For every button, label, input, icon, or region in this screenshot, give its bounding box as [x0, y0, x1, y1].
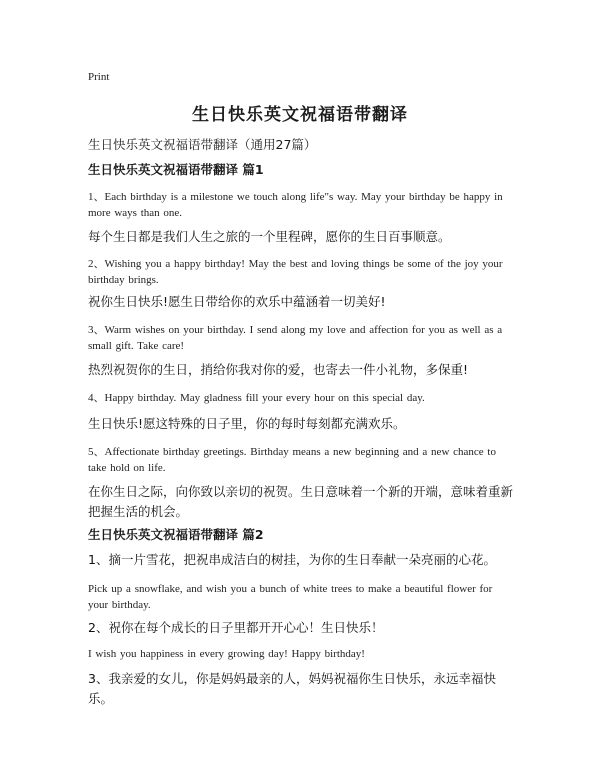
wish-4-chinese: 生日快乐!愿这特殊的日子里，你的每时每刻都充满欢乐。 — [88, 416, 406, 431]
wish-2-1-chinese: 1、摘一片雪花，把祝串成洁白的树挂，为你的生日奉献一朵亮丽的心花。 — [88, 552, 496, 567]
wish-4-english: 4、Happy birthday. May gladness fill your every hour on this special day. — [88, 392, 425, 404]
document-title: 生日快乐英文祝福语带翻译 — [192, 105, 408, 125]
wish-5-english: 5、Affectionate birthday greetings. Birthday means a new beginning and a new chance to take hold on life. — [88, 446, 496, 474]
wish-2-3-chinese: 3、我亲爱的女儿，你是妈妈最亲的人，妈妈祝福你生日快乐，永远幸福快乐。 — [88, 671, 496, 706]
wish-5-chinese: 在你生日之际，向你致以亲切的祝贺。生日意味着一个新的开端，意味着重新把握生活的机会。 — [88, 484, 514, 519]
wish-2-2-chinese: 2、祝你在每个成长的日子里都开开心心！生日快乐！ — [88, 620, 384, 635]
wish-2-1-english: Pick up a snowflake, and wish you a bunch of white trees to make a beautiful flower for your birthday. — [88, 583, 493, 611]
wish-1-chinese: 每个生日都是我们人生之旅的一个里程碑，愿你的生日百事顺意。 — [88, 229, 451, 244]
wish-3-english: 3、Warm wishes on your birthday. I send along my love and affection for you as well as a small gift. Take care! — [88, 324, 503, 352]
section-heading-2: 生日快乐英文祝福语带翻译 篇2 — [88, 527, 264, 542]
wish-2-english: 2、Wishing you a happy birthday! May the best and loving things be some of the joy your birthday brings. — [88, 258, 503, 286]
print-link[interactable]: Print — [88, 71, 110, 83]
wish-2-2-english: I wish you happiness in every growing day! Happy birthday! — [88, 648, 365, 660]
section-heading-1: 生日快乐英文祝福语带翻译 篇1 — [88, 162, 264, 177]
wish-2-chinese: 祝你生日快乐!愿生日带给你的欢乐中蕴涵着一切美好! — [88, 294, 386, 309]
document-subtitle: 生日快乐英文祝福语带翻译（通用27篇） — [88, 137, 317, 152]
wish-3-chinese: 热烈祝贺你的生日，捎给你我对你的爱，也寄去一件小礼物，多保重! — [88, 362, 469, 377]
wish-1-english: 1、Each birthday is a milestone we touch along life"s way. May your birthday be happy in more ways than one. — [88, 191, 503, 219]
